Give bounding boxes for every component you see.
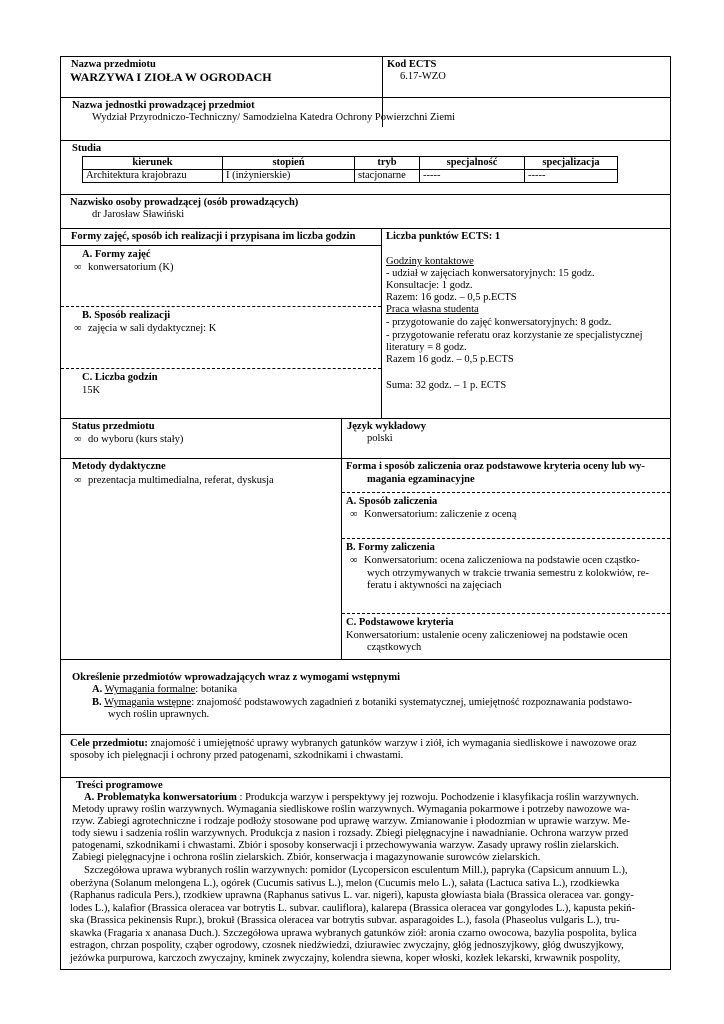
unit-value: Wydział Przyrodniczo-Techniczny/ Samodzielna Katedra Ochrony Powierzchni Ziemi [92,112,456,123]
divider [342,613,670,614]
subject-name: WARZYWA I ZIOŁA W OGRODACH [70,70,272,84]
goals-value: znajomość i umiejętność uprawy wybranych gatunków warzyw i ziół, ich wymagania siedliskowe i nawozowe oraz [147,738,637,749]
divider [61,734,670,735]
methods-value [74,475,274,487]
ects-contact-3: Razem: 16 godz. – 0,5 p.ECTS [386,292,517,303]
assessment-b-label: B. Formy zaliczenia [346,542,435,553]
divider [61,194,670,195]
bullet-icon: ∞ [350,509,358,520]
divider [61,228,670,229]
bullet-icon: ∞ [350,555,358,566]
divider [61,97,670,98]
species-line-4: lodes L.), kalafior (Brassica oleracea var botrytis L. subvar. cauliflora), kalarepa (Brassica oleracea var gongylodes L.), kapusta pekiń- [70,903,636,914]
subject-label: Nazwa przedmiotu [71,59,156,70]
prereq-b-label: Wymagania wstępne [104,697,192,708]
assessment-b-3: feratu i aktywności na zajęciach [367,580,502,591]
prereq-b-2: wych roślin uprawnych. [108,709,210,720]
species-line-1: Szczegółowa uprawa wybranych roślin warzywnych: pomidor (Lycopersicon esculentum Mill.), papryka (Capsicum annuum L.), [84,865,628,876]
forms-label: Formy zajęć, sposób ich realizacji i przypisana im liczba godzin [71,231,356,242]
divider [61,306,381,307]
species-line-7: estragon, chrzan pospolity, cząber ogrodowy, czosnek niedźwiedzi, dziurawiec zwyczajny, głóg jednoszyjkowy, głóg dwuszyjkowy, [70,940,624,951]
ects-label: Liczba punktów ECTS: 1 [386,231,501,242]
divider [61,659,670,660]
goals-label: Cele przedmiotu: [70,738,148,749]
ects-contact-label: Godziny kontaktowe [386,256,474,267]
divider [342,492,670,493]
bullet-icon: ∞ [74,434,82,445]
assessment-c-2: cząstkowych [367,642,422,653]
studia-col-specjalnosc: specjalność [420,157,525,170]
studia-col-kierunek: kierunek [83,157,223,170]
divider [342,538,670,539]
divider [61,458,670,459]
divider [61,418,670,419]
unit-label: Nazwa jednostki prowadzącej przedmiot [72,100,255,111]
status-value-text: do wyboru (kurs stały) [88,434,184,445]
program-line-0 [84,792,639,804]
prereq-b-prefix: B. [92,697,102,708]
assessment-b-1 [350,555,640,567]
assessment-a-value-text: Konwersatorium: zaliczenie z oceną [364,509,517,520]
forms-b-item [74,323,216,335]
bullet-icon: ∞ [74,475,82,486]
ects-contact-1: - udział w zajęciach konwersatoryjnych: 15 godz. [386,268,595,279]
prereq-a-label: Wymagania formalne [104,684,196,695]
ects-own-2: - przygotowanie referatu oraz korzystanie ze specjalistycznej [386,330,643,341]
assessment-a-value [350,509,516,521]
ects-code-label: Kod ECTS [387,59,437,70]
program-line-5: Zabiegi pielęgnacyjne i ochrona roślin zielarskich. Zbiór, konserwacja i magazynowanie surowców zielarskich. [72,852,541,863]
studia-col-specjalizacja: specjalizacja [525,157,618,170]
ects-sum: Suma: 32 godz. – 1 p. ECTS [386,380,507,391]
ects-code: 6.17-WZO [400,71,446,82]
prereq-a-prefix: A. [92,684,103,695]
bullet-icon: ∞ [74,262,82,273]
studia-label: Studia [72,143,102,154]
ects-own-3: literatury = 8 godz. [386,342,467,353]
goals-line-1 [70,738,637,750]
program-a-label: A. Problematyka konwersatorium [84,792,237,803]
species-line-6: skawka (Fragaria x ananasa Duch.). Szczegółowa uprawa wybranych gatunków ziół: aronia czarno owocowa, bazylia pospolita, bylica [70,928,637,939]
studia-cell-kierunek: Architektura krajobrazu [83,170,223,183]
lecturer-value: dr Jarosław Sławiński [92,209,185,220]
forms-a-label: A. Formy zajęć [82,249,151,260]
assessment-c-1: Konwersatorium: ustalenie oceny zaliczeniowej na podstawie ocen [346,630,628,641]
forms-a-item-text: konwersatorium (K) [88,262,174,273]
methods-value-text: prezentacja multimedialna, referat, dyskusja [88,475,274,486]
studia-col-stopien: stopień [223,157,355,170]
studia-col-tryb: tryb [355,157,420,170]
bullet-icon: ∞ [74,323,82,334]
language-label: Język wykładowy [347,421,427,432]
assessment-a-label: A. Sposób zaliczenia [346,496,438,507]
ects-own-1: - przygotowanie do zajęć konwersatoryjnych: 8 godz. [386,317,612,328]
assessment-c-label: C. Podstawowe kryteria [346,617,454,628]
forms-a-item [74,262,173,274]
program-line-1: Metody uprawy roślin warzywnych. Wymagania siedliskowe roślin warzywnych. Wymagania pokarmowe i potrzeby nawozowe wa- [72,804,630,815]
studia-cell-tryb: stacjonarne [355,170,420,183]
assessment-label-2: magania egzaminacyjne [367,474,475,485]
prereq-a [92,684,237,696]
assessment-label-1: Forma i sposób zaliczenia oraz podstawowe kryteria oceny lub wy- [346,461,645,472]
species-line-8: jeżówka purpurowa, karczoch zwyczajny, kminek zwyczajny, kolendra siewna, koper włoski, kozłek lekarski, krwawnik pospolity, [70,953,621,964]
studia-cell-specjalizacja: ----- [525,170,618,183]
species-line-2: oberżyna (Solanum melongena L.), ogórek (Cucumis sativus L.), melon (Cucumis melo L.), sałata (Lactuca sativa L.), rzodkiewka [70,878,620,889]
assessment-b-1-text: Konwersatorium: ocena zaliczeniowa na podstawie ocen cząstko- [364,555,640,566]
divider [61,245,381,246]
ects-own-label: Praca własna studenta [386,304,479,315]
forms-c-value: 15K [82,385,101,396]
forms-b-item-text: zajęcia w sali dydaktycznej: K [88,323,217,334]
prereq-label: Określenie przedmiotów wprowadzających wraz z wymogami wstępnymi [72,672,400,683]
ects-contact-2: Konsultacje: 1 godz. [386,280,473,291]
program-label: Treści programowe [76,780,163,791]
divider [61,140,670,141]
studia-table [82,156,618,183]
methods-label: Metody dydaktyczne [72,461,166,472]
program-line-0-text: : Produkcja warzyw i perspektywy jej rozwoju. Pochodzenie i klasyfikacja roślin warzywnych. [236,792,639,803]
program-line-3: tody siewu i sadzenia roślin warzywnych. Produkcja z nasion i rozsady. Zbiegi pielęgnacyjne i nawadnianie. Ochrona warzyw przed [72,828,629,839]
divider [61,777,670,778]
studia-cell-specjalnosc: ----- [420,170,525,183]
goals-line-2: sposoby ich pielęgnacji i ochrony przed patogenami, szkodnikami i chwastami. [70,750,404,761]
species-line-3: (Raphanus radicula Pers.), rzodkiew uprawna (Raphanus sativus L. var. nigeri), kapusta głowiasta biała (Brassica oleracea var. gongy- [70,890,634,901]
divider [381,228,382,418]
forms-c-label: C. Liczba godzin [82,372,158,383]
studia-cell-stopien: I (inżynierskie) [223,170,355,183]
lecturer-label: Nazwisko osoby prowadzącej (osób prowadzących) [70,197,299,208]
program-line-4: patogenami, szkodnikami i chwastami. Zbiór i sposoby konserwacji i przechowywania warzyw. Zasady uprawy roślin zielarskich. [72,840,619,851]
forms-b-label: B. Sposób realizacji [82,310,171,321]
prereq-b [92,697,632,709]
species-line-5: ska (Brassica pekinensis Rupr.), brokuł (Brassica oleracea var botrytis subvar. asparagoides L.), fasola (Phaseolus vulgaris L.), tru- [70,915,620,926]
program-line-2: rzyw. Zabiegi agrotechniczne i rodzaje podłoży stosowane pod uprawę warzyw. Zmianowanie i płodozmian w uprawie warzyw. Me- [72,816,631,827]
status-label: Status przedmiotu [72,421,155,432]
ects-own-4: Razem 16 godz. – 0,5 p.ECTS [386,354,514,365]
language-value: polski [367,433,393,444]
prereq-a-value: : botanika [195,684,237,695]
assessment-b-2: wych otrzymywanych w trakcie trwania semestru z kolokwiów, re- [367,568,649,579]
status-value [74,434,183,446]
prereq-b-value: : znajomość podstawowych zagadnień z botaniki systematycznej, umiejętność rozpoznawania podstawo- [191,697,633,708]
divider [61,368,381,369]
